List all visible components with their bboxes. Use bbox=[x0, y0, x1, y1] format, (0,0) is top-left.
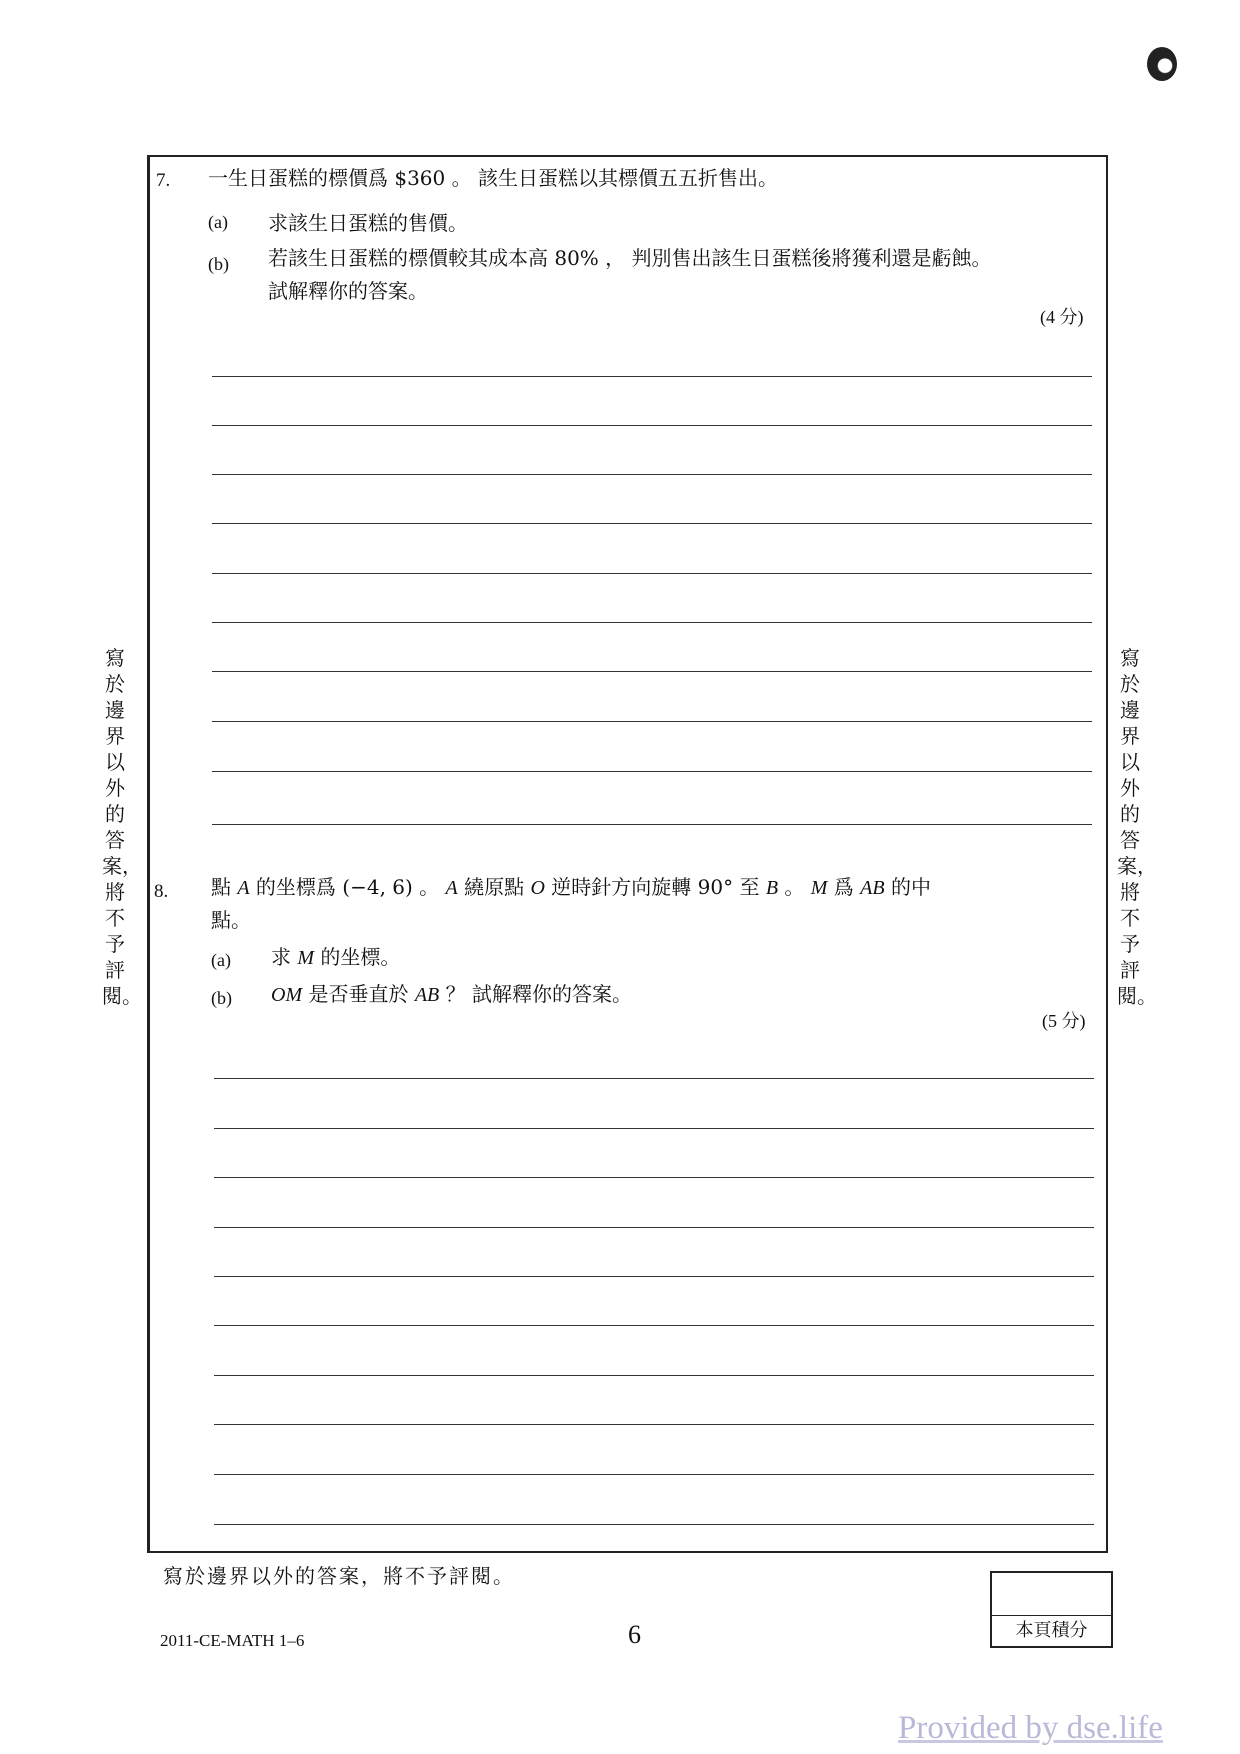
corner-registration-mark bbox=[1147, 47, 1177, 81]
bottom-boundary-note: 寫於邊界以外的答案，將不予評閱。 bbox=[163, 1564, 515, 1588]
answer-line bbox=[212, 671, 1092, 672]
answer-line bbox=[212, 622, 1092, 623]
answer-line bbox=[214, 1524, 1094, 1525]
question-8-number: 8. bbox=[154, 881, 169, 902]
question-7-part-b-text-line2: 試解釋你的答案。 bbox=[268, 279, 428, 303]
question-7-part-a-label: (a) bbox=[208, 212, 228, 232]
answer-line bbox=[214, 1276, 1094, 1277]
question-7-marks: (4 分) bbox=[1040, 307, 1084, 327]
question-8-part-a-text: 求 M 的坐標。 bbox=[271, 945, 401, 969]
page-score-box bbox=[990, 1571, 1113, 1648]
answer-line bbox=[212, 824, 1092, 825]
answer-line bbox=[214, 1474, 1094, 1475]
answer-line bbox=[212, 474, 1092, 475]
paper-code: 2011-CE-MATH 1–6 bbox=[160, 1631, 305, 1650]
answer-line bbox=[214, 1227, 1094, 1228]
left-margin-note: 寫於邊界以外的答案，將不予評閱。 bbox=[102, 646, 142, 1008]
answer-line bbox=[212, 376, 1092, 377]
question-8-stem-line2: 點。 bbox=[211, 908, 251, 932]
answer-area-border bbox=[147, 155, 1108, 1553]
question-8-stem-line1: 點 A 的坐標爲 (−4, 6) 。 A 繞原點 O 逆時針方向旋轉 90° 至 B 。 M 爲 AB 的中 bbox=[211, 875, 931, 899]
question-8-part-b-text: OM 是否垂直於 AB ？ 試解釋你的答案。 bbox=[271, 982, 632, 1006]
answer-line bbox=[214, 1325, 1094, 1326]
watermark-link[interactable]: Provided by dse.life bbox=[898, 1710, 1163, 1746]
question-8-part-b-label: (b) bbox=[211, 988, 232, 1008]
question-7-part-b-text-line1: 若該生日蛋糕的標價較其成本高 80% ， 判別售出該生日蛋糕後將獲利還是虧蝕。 bbox=[268, 246, 992, 270]
question-7-part-b-label: (b) bbox=[208, 254, 229, 274]
answer-line bbox=[212, 771, 1092, 772]
answer-line bbox=[214, 1078, 1094, 1079]
answer-line bbox=[212, 721, 1092, 722]
page-score-label: 本頁積分 bbox=[992, 1615, 1111, 1646]
question-7-part-a-text: 求該生日蛋糕的售價。 bbox=[268, 211, 468, 235]
answer-line bbox=[214, 1128, 1094, 1129]
answer-line bbox=[214, 1424, 1094, 1425]
right-margin-note: 寫於邊界以外的答案，將不予評閱。 bbox=[1117, 646, 1157, 1008]
question-8-part-a-label: (a) bbox=[211, 950, 231, 970]
page-number: 6 bbox=[628, 1620, 641, 1649]
question-7-stem: 一生日蛋糕的標價爲 $360 。 該生日蛋糕以其標價五五折售出。 bbox=[208, 166, 778, 190]
answer-line bbox=[212, 573, 1092, 574]
question-8-marks: (5 分) bbox=[1042, 1011, 1086, 1031]
answer-line bbox=[214, 1177, 1094, 1178]
answer-line bbox=[212, 523, 1092, 524]
question-7-number: 7. bbox=[156, 170, 171, 191]
answer-line bbox=[214, 1375, 1094, 1376]
answer-line bbox=[212, 425, 1092, 426]
